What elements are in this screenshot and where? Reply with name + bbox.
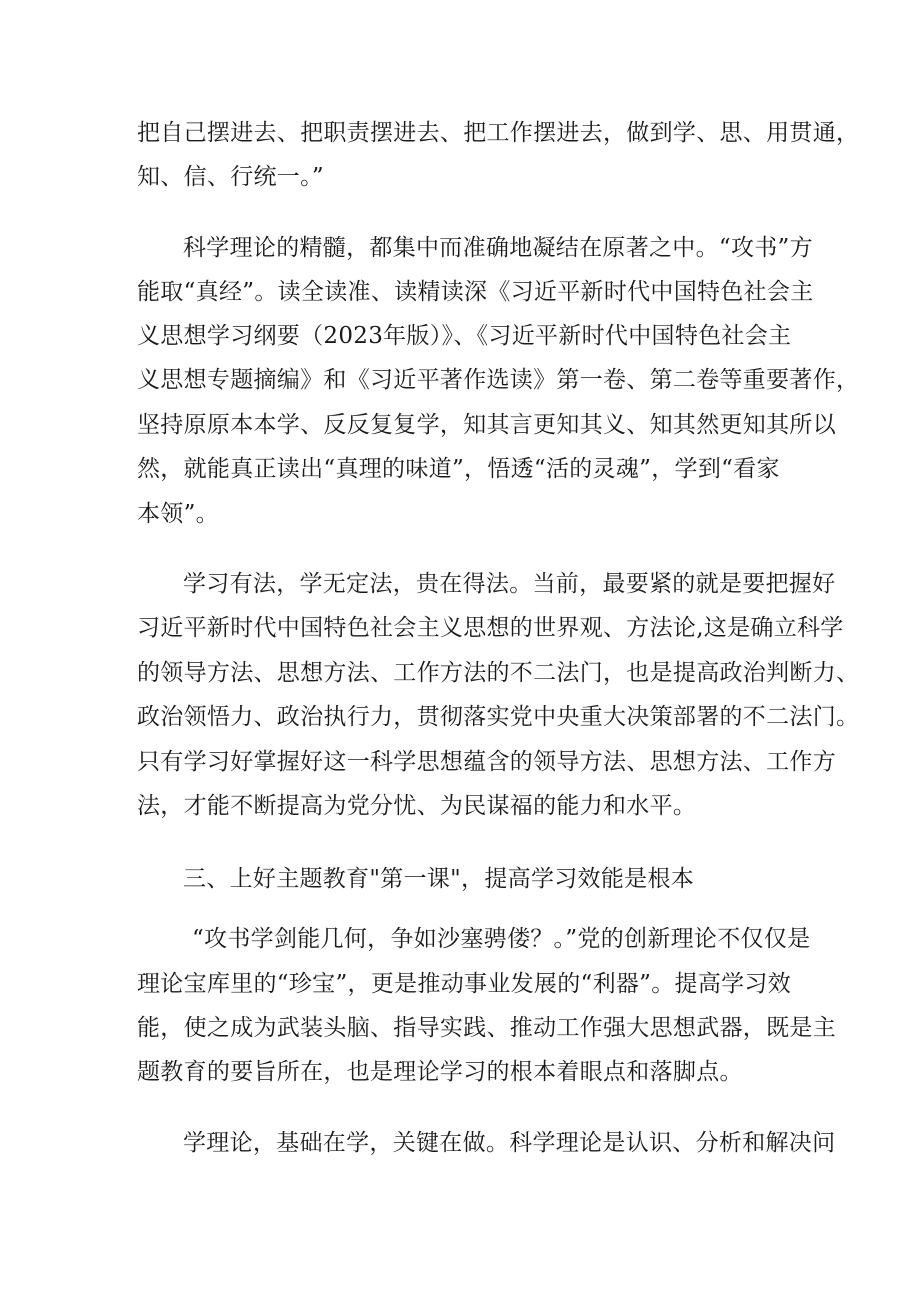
text-line: 义思想专题摘编》和《习近平著作选读》第一卷、第二卷等重要著作， — [137, 367, 860, 393]
text-line: 只有学习好掌握好这一科学思想蕴含的领导方法、思想方法、工作方 — [137, 749, 836, 775]
section-heading: 三、上好主题教育"第一课"，提高学习效能是根本 — [183, 866, 695, 892]
text-line: 坚持原原本本学、反反复复学，知其言更知其义、知其然更知其所以 — [137, 412, 836, 438]
paragraph-first-line: 学理论，基础在学，关键在做。科学理论是认识、分析和解决问 — [183, 1130, 836, 1156]
text-line: 义思想学习纲要（2023年版）》、《习近平新时代中国特色社会主 — [137, 323, 792, 349]
text-line: 把自己摆进去、把职责摆进去、把工作摆进去，做到学、思、用贯通， — [137, 120, 860, 146]
text-line: 本领”。 — [137, 501, 219, 527]
paragraph-first-line: 学习有法，学无定法，贵在得法。当前，最要紧的就是要把握好 — [183, 571, 836, 597]
text-line: 习近平新时代中国特色社会主义思想的世界观、方法论,这是确立科学 — [137, 615, 844, 641]
text-line: 能取“真经”。读全读准、读精读深《习近平新时代中国特色社会主 — [137, 279, 814, 305]
text-line: 然，就能真正读出“真理的味道”，悟透“活的灵魂”，学到“看家 — [137, 456, 780, 482]
text-line: 知、信、行统一。” — [137, 164, 324, 190]
paragraph-first-line: “攻书学剑能几何，争如沙塞骋偻？。”党的创新理论不仅仅是 — [192, 926, 811, 952]
text-line: 法，才能不断提高为党分忧、为民谋福的能力和水平。 — [137, 793, 697, 819]
text-line: 能，使之成为武装头脑、指导实践、推动工作强大思想武器，既是主 — [137, 1015, 836, 1041]
text-line: 政治领悟力、政治执行力，贯彻落实党中央重大决策部署的不二法门。 — [137, 704, 860, 730]
text-line: 题教育的要旨所在，也是理论学习的根本着眼点和落脚点。 — [137, 1059, 743, 1085]
text-line: 理论宝库里的“珍宝”，更是推动事业发展的“利器”。提高学习效 — [137, 971, 792, 997]
text-line: 的领导方法、思想方法、工作方法的不二法门，也是提高政治判断力、 — [137, 660, 860, 686]
paragraph-first-line: 科学理论的精髓，都集中而准确地凝结在原著之中。“攻书”方 — [183, 235, 813, 261]
